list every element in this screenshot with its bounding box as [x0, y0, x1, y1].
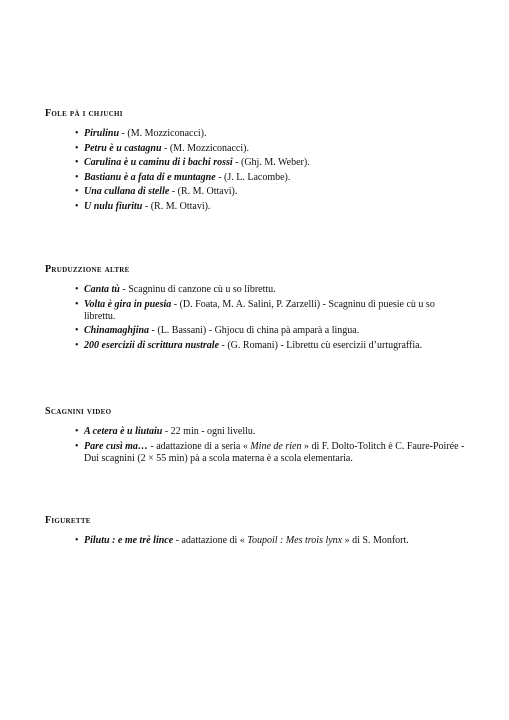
- bullet-icon: •: [75, 186, 79, 198]
- list-item: • Canta tù - Scagninu di canzone cù u so librettu.: [75, 284, 276, 295]
- list-item: • Carulina è u caminu di i bachi rossi - (Ghj. M. Weber).: [75, 157, 310, 169]
- list-item: • A cetera è u liutaiu - 22 min - ogni livellu.: [75, 426, 256, 437]
- section-scagnini-video: [45, 406, 465, 467]
- list-item: • Pare cusì ma… - adattazione di a seria « Mine de rien » di F. Dolto-Tolitch è C. Faure-Poirée - Dui scagnini (2 × 55 min) pà a scola materna è a scola elementaria.: [75, 440, 465, 464]
- section-heading: Scagnini video: [45, 406, 112, 417]
- section-pruduzzione: [45, 264, 465, 354]
- bullet-icon: •: [75, 325, 79, 337]
- bullet-icon: •: [75, 298, 79, 310]
- list-item: • 200 esercizii di scrittura nustrale - (G. Romani) - Librettu cù esercizii d’urtugraffia.: [75, 339, 423, 351]
- item-list: [45, 535, 465, 547]
- section-fole: [45, 108, 465, 216]
- bullet-icon: •: [75, 200, 79, 212]
- list-item: • Chinamaghjina - (L. Bassani) - Ghjocu di china pà amparà a lingua.: [75, 325, 360, 337]
- item-list: [45, 426, 465, 465]
- bullet-icon: •: [75, 535, 79, 546]
- bullet-icon: •: [75, 339, 79, 351]
- list-item: • Pilutu : e me trè lince - adattazione di « Toupoil : Mes trois lynx » di S. Monfort.: [75, 535, 409, 546]
- section-heading: Fole pà i chjuchi: [45, 108, 123, 119]
- list-item: • Una cullana di stelle - (R. M. Ottavi).: [75, 186, 238, 198]
- item-list: [45, 284, 465, 352]
- list-item: • Volta è gira in puesia - (D. Foata, M. A. Salini, P. Zarzelli) - Scagninu di puesie cù u so librettu.: [75, 298, 435, 322]
- section-figurette: [45, 515, 465, 550]
- bullet-icon: •: [75, 171, 79, 183]
- list-item: • Bastianu è a fata di e muntagne - (J. L. Lacombe).: [75, 171, 291, 183]
- bullet-icon: •: [75, 142, 79, 154]
- bullet-icon: •: [75, 284, 79, 295]
- bullet-icon: •: [75, 157, 79, 169]
- item-list: [45, 128, 465, 213]
- list-item: • Pirulinu - (M. Mozziconacci).: [75, 128, 207, 139]
- list-item: • U nulu fiuritu - (R. M. Ottavi).: [75, 200, 211, 212]
- bullet-icon: •: [75, 128, 79, 139]
- section-heading: Figurette: [45, 515, 91, 526]
- section-heading: Pruduzzione altre: [45, 264, 130, 275]
- bullet-icon: •: [75, 426, 79, 437]
- list-item: • Petru è u castagnu - (M. Mozziconacci).: [75, 142, 249, 154]
- bullet-icon: •: [75, 440, 79, 452]
